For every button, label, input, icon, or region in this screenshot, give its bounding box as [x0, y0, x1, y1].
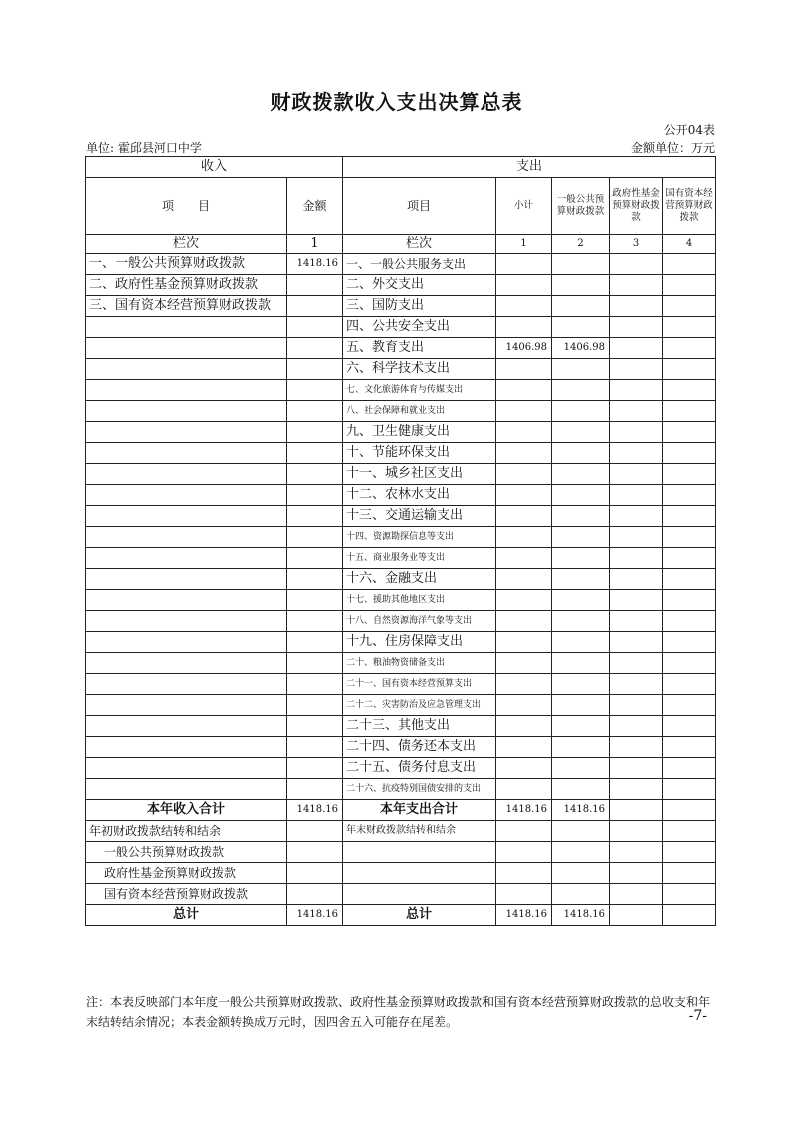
expense-item: 二、外交支出	[343, 275, 496, 296]
income-item	[86, 695, 287, 716]
expense-gov-fund	[610, 485, 663, 506]
amount-unit-label: 金额单位：万元	[630, 141, 715, 155]
amount-header: 金额	[287, 178, 343, 235]
header-row-top	[86, 157, 716, 178]
expense-total-general: 1418.16	[552, 800, 610, 821]
expense-subtotal	[496, 485, 552, 506]
expense-state-capital	[663, 254, 716, 275]
expense-subtotal	[496, 611, 552, 632]
income-value	[287, 317, 343, 338]
expense-general	[552, 779, 610, 800]
income-value	[287, 569, 343, 590]
table-row	[86, 464, 716, 485]
income-item	[86, 422, 287, 443]
begin-general-label: 一般公共预算财政拨款	[86, 842, 287, 863]
gov-fund-header: 政府性基金预算财政拨款	[610, 178, 663, 235]
expense-general	[552, 443, 610, 464]
income-item	[86, 527, 287, 548]
income-value	[287, 422, 343, 443]
expense-item: 四、公共安全支出	[343, 317, 496, 338]
expense-subtotal	[496, 296, 552, 317]
begin-state-capital-label: 国有资本经营预算财政拨款	[86, 884, 287, 905]
expense-gov-fund	[610, 506, 663, 527]
expense-general	[552, 758, 610, 779]
expense-general	[552, 317, 610, 338]
expense-subtotal	[496, 716, 552, 737]
income-value	[287, 611, 343, 632]
income-item	[86, 758, 287, 779]
empty-cell	[552, 863, 610, 884]
row-label-left: 栏次	[86, 235, 287, 254]
expense-subtotal	[496, 254, 552, 275]
table-row	[86, 275, 716, 296]
expense-subtotal	[496, 737, 552, 758]
expense-state-capital	[663, 485, 716, 506]
expense-header: 支出	[343, 157, 716, 178]
expense-gov-fund	[610, 653, 663, 674]
table-row	[86, 653, 716, 674]
income-value	[287, 779, 343, 800]
income-item	[86, 338, 287, 359]
expense-item: 三、国防支出	[343, 296, 496, 317]
income-item	[86, 632, 287, 653]
income-item	[86, 443, 287, 464]
table-row	[86, 674, 716, 695]
table-row	[86, 695, 716, 716]
expense-subtotal	[496, 653, 552, 674]
expense-general	[552, 590, 610, 611]
income-value	[287, 338, 343, 359]
table-row	[86, 758, 716, 779]
expense-state-capital	[663, 359, 716, 380]
grand-total-row	[86, 905, 716, 926]
income-value	[287, 359, 343, 380]
begin-gov-fund-label: 政府性基金预算财政拨款	[86, 863, 287, 884]
empty-cell	[610, 884, 663, 905]
expense-state-capital	[663, 527, 716, 548]
income-value: 1418.16	[287, 254, 343, 275]
year-total-row	[86, 800, 716, 821]
income-item	[86, 569, 287, 590]
balance-row	[86, 821, 716, 842]
expense-state-capital	[663, 338, 716, 359]
expense-gov-fund	[610, 527, 663, 548]
income-value	[287, 590, 343, 611]
expense-item: 十、节能环保支出	[343, 443, 496, 464]
expense-state-capital	[663, 443, 716, 464]
expense-subtotal	[496, 779, 552, 800]
empty-cell	[663, 905, 716, 926]
expense-item: 十七、援助其他地区支出	[343, 590, 496, 611]
expense-state-capital	[663, 275, 716, 296]
income-item	[86, 359, 287, 380]
income-value	[287, 464, 343, 485]
income-value	[287, 443, 343, 464]
table-row	[86, 716, 716, 737]
income-item	[86, 317, 287, 338]
expense-gov-fund	[610, 758, 663, 779]
table-row	[86, 422, 716, 443]
expense-item: 二十二、灾害防治及应急管理支出	[343, 695, 496, 716]
income-item	[86, 653, 287, 674]
expense-state-capital	[663, 590, 716, 611]
grand-right-general: 1418.16	[552, 905, 610, 926]
expense-item: 八、社会保障和就业支出	[343, 401, 496, 422]
table-row	[86, 380, 716, 401]
empty-cell	[496, 863, 552, 884]
income-item	[86, 485, 287, 506]
end-balance-state-capital	[663, 821, 716, 842]
expense-item: 十三、交通运输支出	[343, 506, 496, 527]
unit-label: 单位: 霍邱县河口中学	[86, 141, 202, 155]
table-row	[86, 611, 716, 632]
expense-total-state-capital	[663, 800, 716, 821]
expense-state-capital	[663, 401, 716, 422]
item-left-header: 项 目	[86, 178, 287, 235]
expense-item: 十一、城乡社区支出	[343, 464, 496, 485]
income-item	[86, 548, 287, 569]
expense-general	[552, 422, 610, 443]
expense-state-capital	[663, 779, 716, 800]
header-row-columns	[86, 178, 716, 235]
expense-gov-fund	[610, 716, 663, 737]
expense-general: 1406.98	[552, 338, 610, 359]
income-item	[86, 611, 287, 632]
form-number: 公开04表	[663, 123, 715, 137]
expense-subtotal: 1406.98	[496, 338, 552, 359]
expense-gov-fund	[610, 548, 663, 569]
col-index-3: 3	[610, 235, 663, 254]
table-row	[86, 632, 716, 653]
expense-subtotal	[496, 422, 552, 443]
expense-gov-fund	[610, 422, 663, 443]
expense-subtotal	[496, 317, 552, 338]
income-value	[287, 506, 343, 527]
expense-general	[552, 506, 610, 527]
expense-gov-fund	[610, 317, 663, 338]
footnote: 注：本表反映部门本年度一般公共预算财政拨款、政府性基金预算财政拨款和国有资本经营预算财政拨款的总收支和年末结转结余情况；本表金额转换成万元时，因四舍五入可能存在尾差。	[86, 995, 711, 1029]
expense-item: 二十三、其他支出	[343, 716, 496, 737]
expense-general	[552, 695, 610, 716]
expense-general	[552, 380, 610, 401]
expense-gov-fund	[610, 380, 663, 401]
expense-item: 七、文化旅游体育与传媒支出	[343, 380, 496, 401]
expense-item: 二十、粮油物资储备支出	[343, 653, 496, 674]
expense-item: 一、一般公共服务支出	[343, 254, 496, 275]
income-value	[287, 485, 343, 506]
expense-gov-fund	[610, 254, 663, 275]
table-row	[86, 779, 716, 800]
income-value	[287, 695, 343, 716]
table-row	[86, 737, 716, 758]
expense-gov-fund	[610, 401, 663, 422]
income-item	[86, 506, 287, 527]
grand-right-subtotal: 1418.16	[496, 905, 552, 926]
expense-state-capital	[663, 632, 716, 653]
expense-gov-fund	[610, 611, 663, 632]
row-label-right: 栏次	[343, 235, 496, 254]
expense-subtotal	[496, 548, 552, 569]
expense-gov-fund	[610, 779, 663, 800]
expense-total-gov-fund	[610, 800, 663, 821]
expense-general	[552, 485, 610, 506]
end-balance-general	[552, 821, 610, 842]
end-balance-gov-fund	[610, 821, 663, 842]
expense-gov-fund	[610, 632, 663, 653]
grand-left-label: 总计	[86, 905, 287, 926]
table-row	[86, 401, 716, 422]
expense-general	[552, 653, 610, 674]
expense-state-capital	[663, 758, 716, 779]
income-value	[287, 632, 343, 653]
begin-balance-label: 年初财政拨款结转和结余	[86, 821, 287, 842]
expense-subtotal	[496, 527, 552, 548]
end-balance-subtotal	[496, 821, 552, 842]
expense-subtotal	[496, 464, 552, 485]
expense-gov-fund	[610, 695, 663, 716]
empty-cell	[663, 884, 716, 905]
income-value	[287, 527, 343, 548]
income-value	[287, 758, 343, 779]
empty-cell	[610, 905, 663, 926]
empty-cell	[663, 863, 716, 884]
expense-state-capital	[663, 611, 716, 632]
empty-cell	[343, 842, 496, 863]
expense-gov-fund	[610, 674, 663, 695]
expense-general	[552, 464, 610, 485]
table-row	[86, 254, 716, 275]
expense-general	[552, 254, 610, 275]
expense-general	[552, 569, 610, 590]
income-value	[287, 275, 343, 296]
expense-general	[552, 359, 610, 380]
expense-state-capital	[663, 674, 716, 695]
begin-general-value	[287, 842, 343, 863]
income-value	[287, 716, 343, 737]
begin-state-capital-value	[287, 884, 343, 905]
expense-item: 十九、住房保障支出	[343, 632, 496, 653]
page-number: -7-	[688, 1008, 707, 1024]
income-item	[86, 464, 287, 485]
expense-state-capital	[663, 716, 716, 737]
col-index-1: 1	[287, 235, 343, 254]
empty-cell	[610, 842, 663, 863]
expense-item: 五、教育支出	[343, 338, 496, 359]
income-header: 收入	[86, 157, 343, 178]
expense-gov-fund	[610, 275, 663, 296]
expense-subtotal	[496, 569, 552, 590]
income-value	[287, 548, 343, 569]
begin-gov-fund-row	[86, 863, 716, 884]
expense-item: 二十一、国有资本经营预算支出	[343, 674, 496, 695]
end-balance-label: 年末财政拨款结转和结余	[343, 821, 496, 842]
expense-general	[552, 527, 610, 548]
table-row	[86, 317, 716, 338]
table-row	[86, 548, 716, 569]
expense-general	[552, 296, 610, 317]
expense-item: 九、卫生健康支出	[343, 422, 496, 443]
expense-item: 二十四、债务还本支出	[343, 737, 496, 758]
income-item	[86, 674, 287, 695]
expense-subtotal	[496, 674, 552, 695]
expense-state-capital	[663, 296, 716, 317]
table-row	[86, 506, 716, 527]
expense-item: 二十五、债务付息支出	[343, 758, 496, 779]
table-row	[86, 485, 716, 506]
empty-cell	[343, 884, 496, 905]
table-row	[86, 590, 716, 611]
expense-general	[552, 632, 610, 653]
income-item	[86, 401, 287, 422]
income-item	[86, 779, 287, 800]
col-index-1b: 1	[496, 235, 552, 254]
expense-gov-fund	[610, 569, 663, 590]
expense-subtotal	[496, 695, 552, 716]
expense-gov-fund	[610, 590, 663, 611]
table-row	[86, 443, 716, 464]
begin-state-capital-row	[86, 884, 716, 905]
expense-item: 六、科学技术支出	[343, 359, 496, 380]
table-row	[86, 359, 716, 380]
income-value	[287, 296, 343, 317]
expense-subtotal	[496, 632, 552, 653]
expense-item: 十六、金融支出	[343, 569, 496, 590]
expense-state-capital	[663, 464, 716, 485]
expense-state-capital	[663, 548, 716, 569]
income-item: 一、一般公共预算财政拨款	[86, 254, 287, 275]
table-row	[86, 338, 716, 359]
expense-subtotal	[496, 275, 552, 296]
expense-item: 十四、资源勘探信息等支出	[343, 527, 496, 548]
expense-state-capital	[663, 695, 716, 716]
income-item	[86, 380, 287, 401]
state-capital-header: 国有资本经营预算财政拨款	[663, 178, 716, 235]
expense-gov-fund	[610, 359, 663, 380]
expense-gov-fund	[610, 443, 663, 464]
expense-subtotal	[496, 443, 552, 464]
expense-state-capital	[663, 317, 716, 338]
budget-table	[85, 156, 716, 926]
expense-state-capital	[663, 506, 716, 527]
empty-cell	[496, 842, 552, 863]
empty-cell	[552, 884, 610, 905]
expense-general	[552, 716, 610, 737]
expense-state-capital	[663, 569, 716, 590]
income-item	[86, 590, 287, 611]
begin-gov-fund-value	[287, 863, 343, 884]
expense-subtotal	[496, 401, 552, 422]
col-index-2: 2	[552, 235, 610, 254]
expense-total-subtotal: 1418.16	[496, 800, 552, 821]
empty-cell	[610, 863, 663, 884]
expense-item: 十二、农林水支出	[343, 485, 496, 506]
income-value	[287, 401, 343, 422]
expense-subtotal	[496, 590, 552, 611]
expense-general	[552, 548, 610, 569]
expense-general	[552, 401, 610, 422]
income-item	[86, 737, 287, 758]
expense-gov-fund	[610, 737, 663, 758]
expense-total-label: 本年支出合计	[343, 800, 496, 821]
expense-general	[552, 275, 610, 296]
empty-cell	[552, 842, 610, 863]
expense-general	[552, 674, 610, 695]
subtotal-header: 小计	[496, 178, 552, 235]
table-row	[86, 569, 716, 590]
item-right-header: 项目	[343, 178, 496, 235]
expense-gov-fund	[610, 464, 663, 485]
expense-subtotal	[496, 506, 552, 527]
empty-cell	[343, 863, 496, 884]
income-total-label: 本年收入合计	[86, 800, 287, 821]
table-row	[86, 296, 716, 317]
income-total-value: 1418.16	[287, 800, 343, 821]
expense-subtotal	[496, 758, 552, 779]
expense-item: 十五、商业服务业等支出	[343, 548, 496, 569]
expense-state-capital	[663, 737, 716, 758]
empty-cell	[496, 884, 552, 905]
begin-balance-value	[287, 821, 343, 842]
general-budget-header: 一般公共预算财政拨款	[552, 178, 610, 235]
header-row-index	[86, 235, 716, 254]
expense-state-capital	[663, 422, 716, 443]
expense-gov-fund	[610, 296, 663, 317]
expense-subtotal	[496, 380, 552, 401]
income-item: 三、国有资本经营预算财政拨款	[86, 296, 287, 317]
grand-left-value: 1418.16	[287, 905, 343, 926]
empty-cell	[663, 842, 716, 863]
income-item: 二、政府性基金预算财政拨款	[86, 275, 287, 296]
begin-general-row	[86, 842, 716, 863]
expense-item: 十八、自然资源海洋气象等支出	[343, 611, 496, 632]
income-value	[287, 380, 343, 401]
income-value	[287, 737, 343, 758]
expense-state-capital	[663, 380, 716, 401]
expense-state-capital	[663, 653, 716, 674]
table-row	[86, 527, 716, 548]
expense-gov-fund	[610, 338, 663, 359]
income-value	[287, 653, 343, 674]
income-item	[86, 716, 287, 737]
expense-general	[552, 611, 610, 632]
income-value	[287, 674, 343, 695]
grand-right-label: 总计	[343, 905, 496, 926]
expense-subtotal	[496, 359, 552, 380]
expense-item: 二十六、抗疫特别国债安排的支出	[343, 779, 496, 800]
expense-general	[552, 737, 610, 758]
col-index-4: 4	[663, 235, 716, 254]
page-title: 财政拨款收入支出决算总表	[270, 90, 523, 114]
